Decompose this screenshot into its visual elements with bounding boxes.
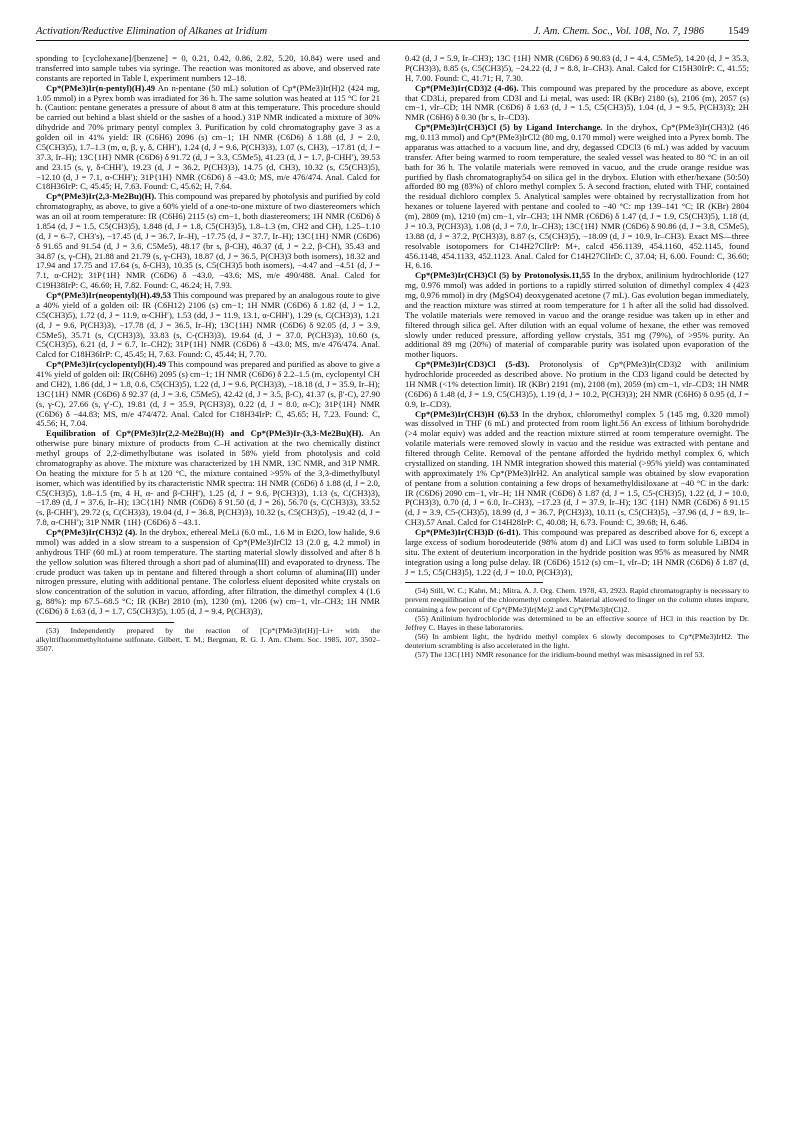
compound-heading: Cp*(PMe3)Ir(cyclopentyl)(H).49	[46, 359, 167, 370]
footnote: (56) In ambient light, the hydrido methyl complex 6 slowly decomposes to Cp*(PMe3)IrH2. The deuterium scrambling is also accelerated in the light.	[405, 631, 749, 650]
paragraph-body: In the drybox, chloromethyl complex 5 (145 mg, 0.320 mmol) was dissolved in THF (6 mL) and protected from room light.56 An excess of lithium borohydride (>4 molar equiv) was added and the reaction mixture stirred at room temperature overnight. The volatile materials were removed slowly in vacuo and the residue was extracted with pentane and filtered through Celite. Removal of the pentane afforded the hydrido methyl complex 6, which crystallized on standing. 1H NMR integration showed this material (>95% yield) was contaminated with approximately 1% Cp*(PMe3)IrH2. An analytical sample was obtained by slow evaporation of pentane from a solution containing a few drops of hexamethyldisiloxane at −40 °C in the dark: IR (C6D6) 2090 cm−1, νIr–H; 1H NMR (C6D6) δ 1.87 (d, J = 1.5, C5-(CH3)5), 1.22 (d, J = 10.0, P(CH3)3), 0.70 (d, J = 6.0, Ir–CH3), −17.23 (d, J = 37.9, Ir–H); 13C {1H} NMR (C6D6) δ 91.15 (d, J = 3.9, C5-(CH3)5), 18.99 (d, J = 36.7, P(CH3)3), 10.11 (s, C5(CH3)5), −37.96 (d, J = 8.9, Ir–CH3).57 Anal. Calcd for C14H28IrP: C, 40.08; H, 6.73. Found: C, 39.68; H, 6.46.	[405, 408, 749, 528]
footnote-divider	[36, 622, 174, 623]
compound-heading: Cp*(PMe3)Ir(CD3)2 (4-d6).	[415, 82, 519, 93]
footnote-divider	[405, 582, 543, 583]
paragraph-body: In the drybox, Cp*(PMe3)Ir(CH3)2 (46 mg, 0.113 mmol) and Cp*(PMe3)IrCl2 (80 mg, 0.170 mmol) were weighed into a Pyrex bomb. The apparatus was attached to a vacuum line, and dry, degassed CDCl3 (6 mL) was added by vacuum transfer. After being warmed to room temperature, the sealed vessel was heated to 80 °C in an oil bath for 36 h. The volatile materials were removed in vacuo, and the crude orange residue was purified by flash chromatography54 on silica gel in the drybox. Elution with ether/hexane (50:50) afforded 80 mg (83%) of chloro methyl complex 5. A second fraction, eluted with THF, contained the residual dichloro complex 5. Analytical samples were obtained by recrystallization from hot hexanes or toluene layered with pentane and cooled to −40 °C: mp 139–141 °C; IR (KBr) 2804 (m), 2809 (m), 1210 (m) cm−1, νIr–CH3; 1H NMR (C6D6) δ 1.47 (d, J = 1.9, C5(CH3)5), 1.18 (d, J = 10.3, P(CH3)3), 1.08 (d, J = 7.0, Ir–CH3); 13C{1H} NMR (C6D6) δ 90.86 (d, J = 3.8, C5Me5), 13.88 (d, J = 37.2, P(CH3)3), 8.87 (s, C5(CH3)5), −18.09 (d, J = 10.9, Ir–CH3). Exact MS—three resolvable isotopomers for C14H27ClIrP: M+, calcd 456.1139, 454.1160, 452.1145, found 456.1148, 454.1133, 452.1123. Anal. Calcd for C14H27ClIrD: C, 37.04; H, 6.00. Found: C, 36.60; H, 6.16.	[405, 122, 749, 271]
compound-heading: Cp*(PMe3)Ir(n-pentyl)(H).49	[46, 82, 156, 93]
paragraph	[36, 429, 380, 528]
paragraph-body: This compound was prepared and purified as above to give a 41% yield of golden oil: IR(C6H6) 2095 (s) cm−1; 1H NMR (C6D6) δ 2.2–1.5 (m, cyclopentyl CH and CH2), 1.86 (dd, J = 1.8, 0.6, C5(CH3)5), 1.22 (d, J = 9.6, P(CH3)3), −18.18 (d, J = 35.9, Ir–H); 13C{1H} NMR (C6D6) δ 92.37 (d, J = 3.6, C5Me5), 42.42 (d, J = 3.5, β-C), 41.37 (s, β′-C), 27.90 (s, γ-C), 27.66 (s, γ′-C), 19.81 (d, J = 35.9, P(CH3)3), 0.22 (d, J = 8.0, α-C); 31P{1H} NMR (C6D6) δ −44.83; MS, m/e 474/472. Anal. Calcd for C18H34IrP: C, 45.65; H, 7.23. Found: C, 45.56; H, 7.04.	[36, 359, 380, 429]
journal-citation	[534, 24, 749, 40]
compound-heading: Cp*(PMe3)Ir(2,3-Me2Bu)(H).	[46, 191, 157, 202]
compound-heading: Cp*(PMe3)Ir(CH3)H (6).53	[415, 408, 519, 419]
compound-heading: Cp*(PMe3)Ir(CH3)Cl (5) by Protonolysis.11,55	[415, 270, 591, 281]
paragraph-body: This compound was prepared as described above for 6, except a large excess of sodium borodeuteride (98% atom d) and LiCl was used to form soluble LiBD4 in situ. The extent of deuterium incorporation in the hydride position was 95% as measured by NMR integration using a long pulse delay. IR (C6D6) 1512 (s) cm−1, νIr–D; 1H NMR (C6D6) δ 1.87 (d, J = 1.5, C5(CH3)5), 1.22 (d, J = 10.0, P(CH3)3),	[405, 527, 749, 577]
paragraph	[405, 123, 749, 271]
footnote: (53) Independently prepared by the reaction of [Cp*(PMe3)Ir(H)]−Li+ with the alkyltrifluoromethyltoluene sulfonate. Gilbert, T. M.; Bergman, R. G. J. Am. Chem. Soc. 1985, 107, 3502–3507.	[36, 625, 380, 654]
paragraph-body: An n-pentane (50 mL) solution of Cp*(PMe3)Ir(H)2 (424 mg, 1.05 mmol) in a Pyrex bomb was irradiated for 36 h. The same solution was heated at 115 °C for 21 h. (Caution: pentane generates a pressure of about 8 atm at this temperature. This procedure should be carried out behind a blast shield or the sashes of a hood.) 31P NMR indicated a mixture of 30% dihydride and 70% primary pentyl complex 3. Purification by cold chromatography gave 3 as a golden oil in 41% yield: IR (C6H6) 2096 (s) cm−1; 1H NMR (C6D6) δ 1.88 (d, J = 2.0, C5(CH3)5), 1.7–1.3 (m, α, β, γ, δ, CHH′), 1.24 (d, J = 9.6, P(CH3)3), 1.07 (s, CH3), −17.81 (d, J = 37.3, Ir–H); 13C{1H} NMR (C6D6) δ 91.72 (d, J = 3.3, C5Me5), 41.23 (d, J = 1.7, β-CHH′), 39.53 and 23.15 (s, γ, δ-CHH′), 19.23 (d, J = 36.2, P(CH3)3), 14.75 (d, CH3), 10.32 (s, C5(CH3)5), −12.10 (d, J = 7.1, α-CHH′); 31P{1H} NMR (C6D6) δ −43.0; MS, m/e 476/474. Anal. Calcd for C18H36IrP: C, 45.45; H, 7.63. Found: C, 45.62; H, 7.64.	[36, 82, 380, 192]
paragraph	[36, 291, 380, 360]
footnote: (54) Still, W. C.; Kahn, M.; Mitra, A. J. Org. Chem. 1978, 43, 2923. Rapid chromatography is necessary to prevent reequilibration of the chloromethyl complex. Material allowed to linger on the column elutes impure, containing a few percent of Cp*(PMe3)Ir(Me)2 and Cp*(PMe3)Ir(Cl)2.	[405, 586, 749, 614]
paragraph	[405, 84, 749, 124]
paragraph-body: In the drybox, ethereal MeLi (6.0 mL, 1.6 M in Et2O, low halide, 9.6 mmol) was added in a slow stream to a suspension of Cp*(PMe3)IrCl2 13 (2.0 g, 4.2 mmol) in anhydrous THF (60 mL) at room temperature. The starting material slowly dissolved and after 8 h the yellow solution was filtered through a short pad of alumina(III) and evaporated to dryness. The crude product was taken up in pentane and filtered through a short column of alumina(III) under nitrogen pressure, eluting with additional pentane. The colorless eluent deposited white crystals on slow concentration of the solution in vacuo, affording, after filtration, the dimethyl complex 4 (1.6 g, 88%): mp 67.5–68.5 °C; IR (KBr) 2810 (m), 1230 (m), 1206 (w) cm−1, νIr–CH3; 1H NMR (C6D6) δ 1.63 (d, J = 1.7, C5(CH3)5), 1.05 (d, J = 9.4, P(CH3)3),	[36, 527, 380, 616]
paragraph-body: An otherwise pure binary mixture of products from C–H activation at the two chemically distinct methyl groups of 2,2-dimethylbutane was isolated in 58% yield from photolysis and cold chromatography as above. The mixture was characterized by 1H NMR, 13C NMR, and 31P NMR. On heating the mixture for 5 h at 120 °C, the mixture contained >95% of the 3,3-dimethylbutyl isomer, which was identified by its characteristic NMR spectra: 1H NMR (C6D6) δ 1.88 (d, J = 2.0, C5(CH3)5), 1.8–1.5 (m, 4 H, α- and β-CHH′), 1.25 (d, J = 9.6, P(CH3)3), 1.13 (s, C(CH3)3), −17.89 (d, J = 37.6, Ir–H); 13C{1H} NMR (C6D6) δ 91.50 (d, J = 26), 56.70 (s, C(CH3)3), 33.52 (s, β-CHH′), 29.72 (s, C(CH3)3), 19.04 (d, J = 36.8, P(CH3)3), 10.32 (s, C5(CH3)5), −19.42 (d, J = 7.8, α-CHH′); 31P NMR {1H} (C6D6) δ −43.1.	[36, 428, 380, 528]
paragraph-body: In the drybox, anilinium hydrochloride (127 mg, 0.976 mmol) was added in portions to a rapidly stirred solution of dimethyl complex 4 (423 mg, 0.976 mmol) in dry (MgSO4) deoxygenated acetone (7 mL). Gas evolution began immediately, and the reaction mixture was stirred at room temperature for 1 h after all the solid had dissolved. The volatile materials were removed in vacuo and the orange residue was taken up in ether and filtered through silica gel. After dilution with an equal volume of hexane, the ether was removed slowly under reduced pressure, affording yellow crystals, 351 mg (79%), of >95% purity. An additional 89 mg (20%) of material of comparable purity was isolated upon evaporation of the mother liquors.	[405, 270, 749, 360]
footnote: (57) The 13C{1H} NMR resonance for the iridium-bound methyl was misassigned in ref 53.	[415, 650, 705, 660]
paragraph	[405, 528, 749, 577]
paragraph	[36, 84, 380, 193]
paragraph	[36, 528, 380, 617]
left-column	[36, 54, 380, 1104]
paragraph	[36, 192, 380, 291]
running-title: Activation/Reductive Elimination of Alkanes at Iridium	[36, 26, 268, 37]
paragraph	[405, 410, 749, 529]
running-header	[36, 24, 749, 41]
page-number: 1549	[728, 26, 749, 37]
footnote: (55) Anilinium hydrochloride was determined to be an effective source of HCl in this reaction by Dr. Jeffrey C. Hayes in these laboratories.	[405, 613, 749, 632]
paragraph-body: This compound was prepared by an analogous route to give a 40% yield of a golden oil: IR (C6H12) 2106 (s) cm−1; 1H NMR (C6D6) δ 1.82 (d, J = 1.2, C5(CH3)5), 1.72 (d, J = 11.9, α-CHH′), 1.53 (dd, J = 11.9, 13.1, α-CHH′), 1.29 (s, C(CH3)3), 1.21 (d, J = 9.6, P(CH3)3), −17.78 (d, J = 36.5, Ir–H); 13C{1H} NMR (C6D6) δ 92.05 (d, J = 3.9, C5Me5), 35.71 (s, C(CH3)3), 33.83 (s, C-(CH3)3), 19.64 (d, J = 37.0, P(CH3)3), 10.60 (s, C5(CH3)5), 6.21 (d, J = 6.7, Ir–CH2); 31P{1H} NMR (C6D6) δ −43.0; MS, m/e 476/474. Anal. Calcd for C18H36IrP: C, 45.45; H, 7.63. Found: C, 45.44; H, 7.70.	[36, 290, 380, 360]
paragraph	[405, 360, 749, 409]
paragraph	[405, 271, 749, 360]
paragraph-body: This compound was prepared by photolysis and purified by cold chromatography, as above, to give a 60% yield of a one-to-one mixture of two diastereomers which was an oil at room temperature: IR (C6H6) 2115 (s) cm−1, both diastereomers; 1H NMR (C6D6) δ 1.854 (d, J = 1.5, C5(CH3)5), 1.848 (d, J = 1.8, C5(CH3)5), 1.8–1.3 (m, CH2 and CH), 1.25–1.10 (d, J = 6–7, CH3′s), −17.45 (d, J = 36.7, Ir–H), −17.75 (d, J = 37.7, Ir–H); 13C{1H} NMR (C6D6) δ 91.65 and 91.54 (d, J = 3.6, C5Me5), 48.17 (br s, β-CH), 46.37 (d, J = 2.2, β-CH), 35.43 and 34.87 (s, γ-CH), 21.88 and 21.79 (s, γ-CH3), 18.87 (d, J = 36.5, P(CH3)3 both isomers), 18.32 and 17.94 and 17.75 and 17.64 (s, δ-CH3), 10.35 (s, C5(CH3)5 both isomers), −4.47 and −4.51 (d, J = 7.1, α-CH2); 31P{1H} NMR (C6D6) δ −43.0, −43.6; MS, m/e 490/488. Anal. Calcd for C19H38IrP: C, 46.60; H, 7.82. Found: C, 46.24; H, 7.93.	[36, 191, 380, 291]
compound-heading: Cp*(PMe3)Ir(CH3)2 (4).	[46, 527, 138, 537]
paragraph: sponding to [cyclohexane]/[benzene] = 0, 0.21, 0.42, 0.86, 2.82, 5.20, 10.84) were used and transferred into sample tubes via syringe. The reaction was monitored as above, and observed rate constants are reported in Table I, experiment numbers 12–18.	[36, 54, 380, 83]
compound-heading: Equilibration of Cp*(PMe3)Ir(2,2-Me2Bu)(H) and Cp*(PMe3)Ir-(3,3-Me2Bu)(H).	[46, 428, 364, 439]
journal-name: J. Am. Chem. Soc., Vol. 108, No. 7, 1986	[533, 26, 704, 37]
paragraph-body: Protonolysis of Cp*(PMe3)Ir(CD3)2 with anilinium hydrochloride proceeded as described above. No protium in the CD3 ligand could be detected by 1H NMR (<1% detection limit). IR (KBr) 2191 (m), 2108 (m), 2059 (m) cm−1, νIr–CD3; 1H NMR (C6D6) δ 1.48 (d, J = 1.9, C5(CH3)5), 1.19 (d, J = 10.2, P(CH3)3); 2H NMR (C6H6) δ 0.95 (d, J = 0.9, Ir–CD3).	[405, 359, 749, 409]
paragraph: 0.42 (d, J = 5.9, Ir–CH3); 13C {1H} NMR (C6D6) δ 90.83 (d, J = 4.4, C5Me5), 14.20 (d, J = 35.3, P(CH3)3), 8.85 (s, C5(CH3)5), −24.22 (d, J = 8.8, Ir–CH3). Anal. Calcd for C15H30IrP: C, 41.55; H, 7.00. Found: C, 41.71; H, 7.30.	[405, 54, 749, 83]
right-column	[405, 54, 749, 1104]
compound-heading: Cp*(PMe3)Ir(CH3)Cl (5) by Ligand Interchange.	[415, 122, 603, 133]
compound-heading: Cp*(PMe3)Ir(CH3)D (6-d1).	[415, 527, 521, 537]
compound-heading: Cp*(PMe3)Ir(neopentyl)(H).49,53	[46, 290, 172, 300]
compound-heading: Cp*(PMe3)Ir(CD3)Cl (5-d3).	[415, 359, 530, 370]
paragraph	[36, 360, 380, 429]
paragraph-body: This compound was prepared by the procedure as above, except that CD3Li, prepared from CD3I and Li metal, was used: IR (KBr) 2180 (s), 2106 (m), 2057 (s) cm−1, νIr–CD; 1H NMR (C6D6) δ 1.63 (d, J = 1.5, C5(CH3)5), 1.04 (d, J = 9.5, P(CH3)3); 2H NMR (C6H6) δ 0.30 (br s, Ir–CD3).	[405, 82, 749, 123]
